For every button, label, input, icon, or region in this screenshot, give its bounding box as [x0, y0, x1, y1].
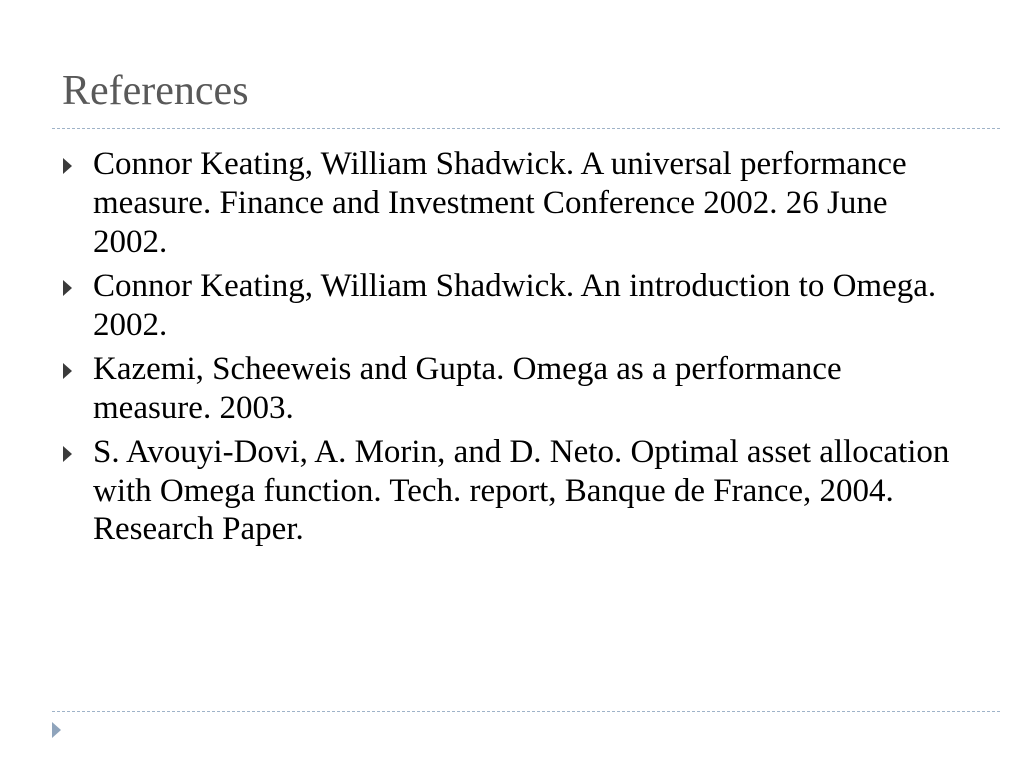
title-divider [52, 128, 1000, 129]
footer-divider [52, 711, 1000, 712]
reference-item [60, 267, 960, 345]
reference-text: Kazemi, Scheeweis and Gupta. Omega as a performance measure. 2003. [93, 350, 842, 426]
reference-text: Connor Keating, William Shadwick. An introduction to Omega. 2002. [93, 267, 937, 343]
reference-text: S. Avouyi-Dovi, A. Morin, and D. Neto. Optimal asset allocation with Omega function. Tech. report, Banque de France, 2004. Research Paper. [93, 433, 950, 548]
reference-item [60, 433, 960, 550]
reference-list [60, 145, 960, 554]
reference-text: Connor Keating, William Shadwick. A universal performance measure. Finance and Investment Conference 2002. 26 June 2002. [93, 146, 907, 260]
triangle-bullet-icon [63, 446, 72, 462]
reference-item [60, 350, 960, 428]
triangle-bullet-icon [63, 280, 72, 296]
triangle-marker-icon [52, 722, 61, 738]
triangle-bullet-icon [63, 158, 72, 174]
reference-item [60, 145, 960, 262]
triangle-bullet-icon [63, 363, 72, 379]
slide-title: References [62, 68, 249, 114]
